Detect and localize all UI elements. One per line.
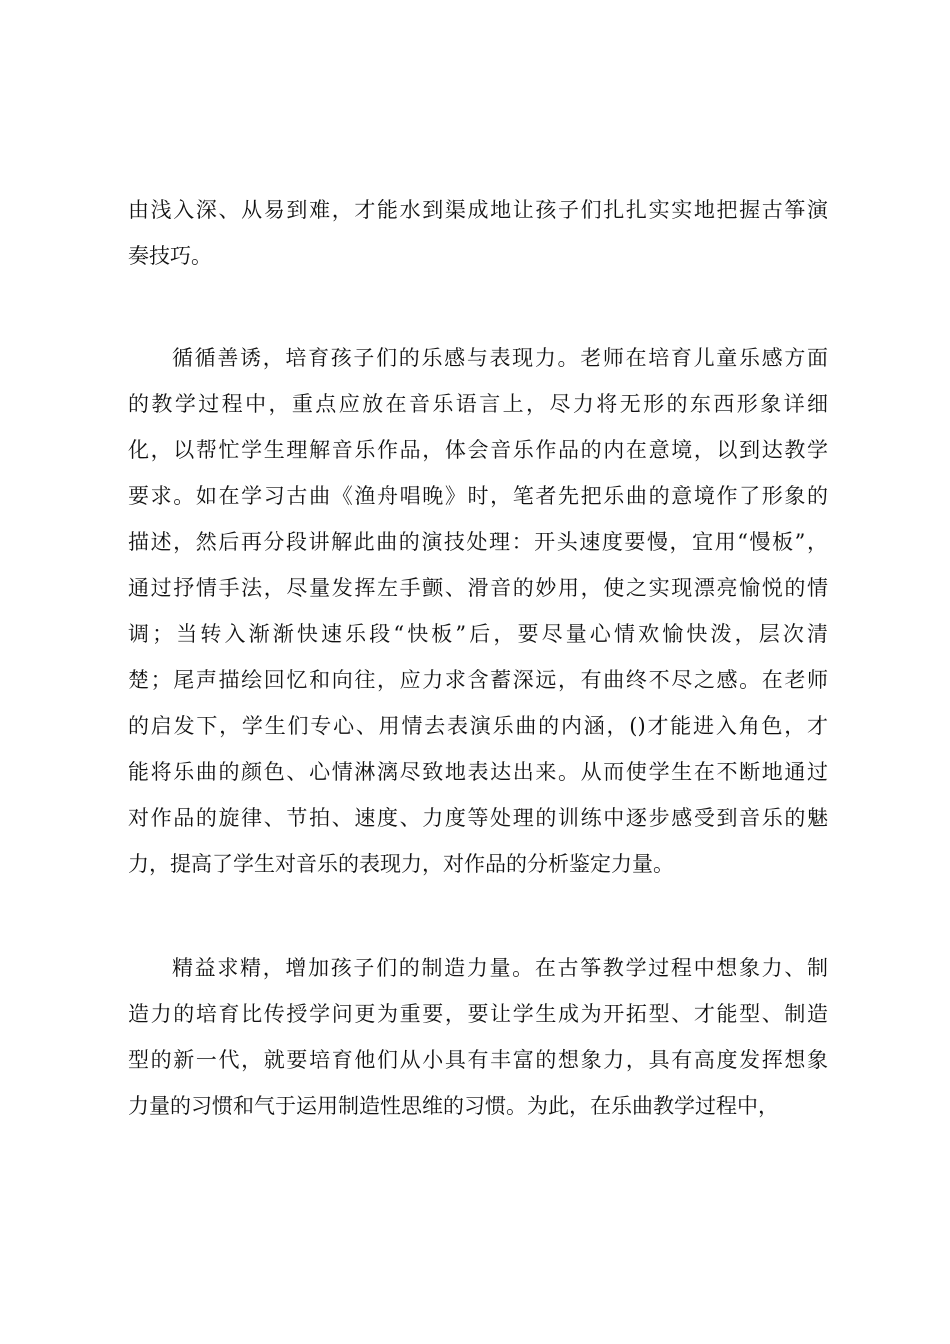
paragraph-1-line-2: 奏技巧。 bbox=[128, 244, 212, 268]
paragraph-2-line-2: 的教学过程中，重点应放在音乐语言上，尽力将无形的东西形象详细 bbox=[128, 392, 828, 416]
paragraph-2-line-8: 楚；尾声描绘回忆和向往，应力求含蓄深远，有曲终不尽之感。在老师 bbox=[128, 668, 828, 692]
paragraph-3-line-2: 造力的培育比传授学问更为重要，要让学生成为开拓型、才能型、制造 bbox=[128, 1002, 828, 1026]
paragraph-2-line-12: 力，提高了学生对音乐的表现力，对作品的分析鉴定力量。 bbox=[128, 852, 674, 876]
paragraph-2-line-3: 化，以帮忙学生理解音乐作品，体会音乐作品的内在意境，以到达教学 bbox=[128, 438, 828, 462]
paragraph-3-line-1: 精益求精，增加孩子们的制造力量。在古筝教学过程中想象力、制 bbox=[172, 956, 828, 980]
paragraph-2-line-11: 对作品的旋律、节拍、速度、力度等处理的训练中逐步感受到音乐的魅 bbox=[128, 806, 828, 830]
paragraph-2-line-1: 循循善诱，培育孩子们的乐感与表现力。老师在培育儿童乐感方面 bbox=[172, 346, 828, 370]
paragraph-2-line-5: 描述，然后再分段讲解此曲的演技处理：开头速度要慢，宜用“慢板”， bbox=[128, 530, 828, 554]
paragraph-2-line-4: 要求。如在学习古曲《渔舟唱晚》时，笔者先把乐曲的意境作了形象的 bbox=[128, 484, 828, 508]
paragraph-2-line-7: 调；当转入渐渐快速乐段“快板”后，要尽量心情欢愉快泼，层次清 bbox=[128, 622, 828, 646]
paragraph-3-line-4: 力量的习惯和气于运用制造性思维的习惯。为此，在乐曲教学过程中， bbox=[128, 1094, 779, 1118]
paragraph-1-line-1: 由浅入深、从易到难，才能水到渠成地让孩子们扎扎实实地把握古筝演 bbox=[128, 198, 828, 222]
paragraph-2-line-6: 通过抒情手法，尽量发挥左手颤、滑音的妙用，使之实现漂亮愉悦的情 bbox=[128, 576, 828, 600]
paragraph-3-line-3: 型的新一代，就要培育他们从小具有丰富的想象力，具有高度发挥想象 bbox=[128, 1048, 828, 1072]
paragraph-2-line-9: 的启发下，学生们专心、用情去表演乐曲的内涵，()才能进入角色，才 bbox=[128, 714, 828, 738]
paragraph-2-line-10: 能将乐曲的颜色、心情淋漓尽致地表达出来。从而使学生在不断地通过 bbox=[128, 760, 828, 784]
